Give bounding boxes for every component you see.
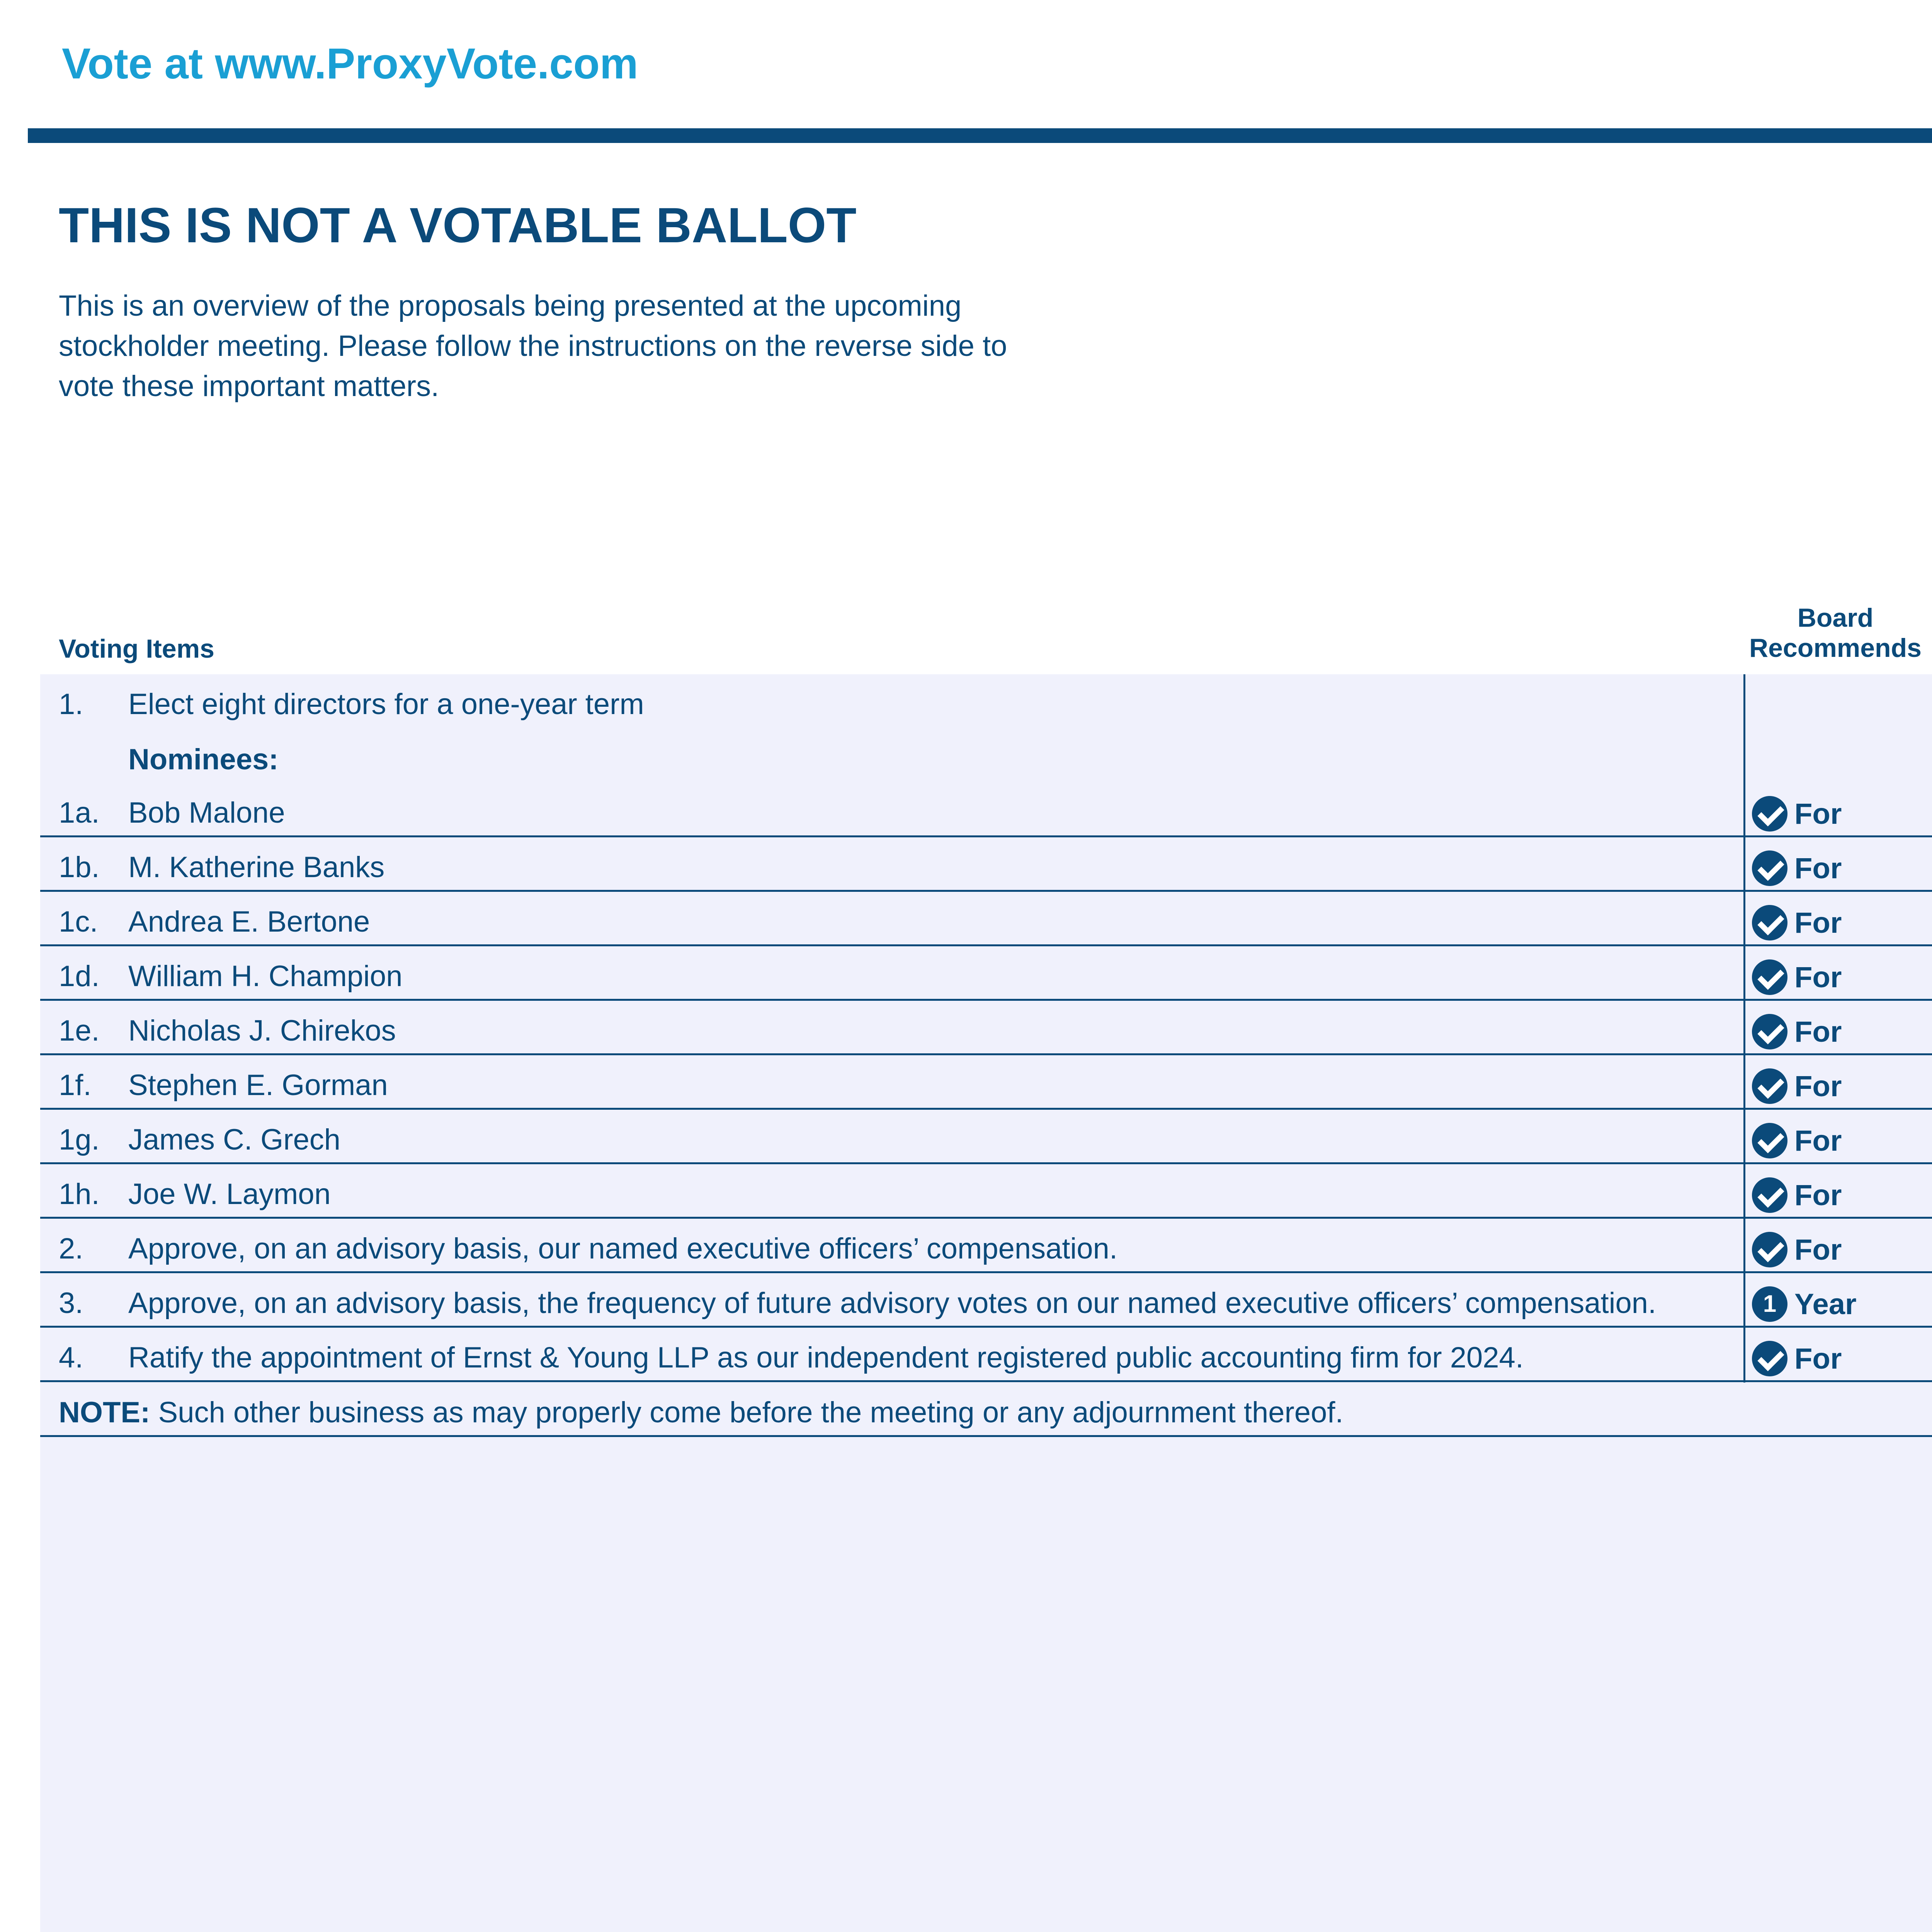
board-recommendation [1752, 905, 1842, 940]
item-number: 3. [59, 1287, 83, 1320]
voting-item-row [40, 892, 1932, 946]
voting-item-row [40, 1219, 1932, 1273]
recommendation-label: For [1794, 1070, 1842, 1103]
board-recommendation [1752, 850, 1842, 886]
check-circle-icon [1752, 1068, 1787, 1104]
check-circle-icon [1752, 1014, 1787, 1049]
check-circle-icon [1752, 959, 1787, 995]
item-description: Joe W. Laymon [128, 1178, 331, 1211]
item-description: James C. Grech [128, 1123, 341, 1156]
board-recommendation [1752, 959, 1842, 995]
item-number: 4. [59, 1341, 83, 1374]
number-one-circle-icon: 1 [1752, 1286, 1787, 1322]
recommendation-label: For [1794, 1233, 1842, 1266]
voting-item-row [40, 1055, 1932, 1110]
voting-item-row [40, 1273, 1932, 1328]
item-number: 1a. [59, 796, 100, 829]
item-description: Elect eight directors for a one-year term [128, 688, 644, 721]
check-circle-icon [1752, 1177, 1787, 1213]
item-description: Nicholas J. Chirekos [128, 1014, 396, 1047]
board-recommendation [1752, 1014, 1842, 1049]
item-description: Andrea E. Bertone [128, 905, 370, 938]
page-title: THIS IS NOT A VOTABLE BALLOT [59, 198, 857, 253]
board-recommends-header [1727, 603, 1932, 663]
recommendation-label: Year [1794, 1287, 1857, 1321]
board-header-line2: Recommends [1749, 633, 1922, 663]
item-description: Stephen E. Gorman [128, 1069, 388, 1102]
check-circle-icon [1752, 1341, 1787, 1376]
item-number: 1f. [59, 1069, 92, 1102]
recommendation-label: For [1794, 1342, 1842, 1375]
board-recommendation [1752, 1232, 1842, 1267]
item-description: William H. Champion [128, 960, 403, 993]
board-header-line1: Board [1797, 603, 1874, 633]
check-circle-icon [1752, 796, 1787, 832]
item-number: 1h. [59, 1178, 100, 1211]
item-number: 1b. [59, 851, 100, 884]
voting-item-row [40, 1328, 1932, 1382]
item-description: Approve, on an advisory basis, our named executive officers’ compensation. [128, 1232, 1118, 1265]
voting-item-row [40, 1001, 1932, 1055]
recommendation-label: For [1794, 961, 1842, 994]
note-row [40, 1383, 1932, 1437]
board-recommendation [1752, 1286, 1857, 1322]
check-circle-icon [1752, 850, 1787, 886]
item-description: M. Katherine Banks [128, 851, 385, 884]
check-circle-icon [1752, 905, 1787, 940]
item-number: 1e. [59, 1014, 100, 1047]
item-number: 1c. [59, 905, 98, 938]
board-recommendation [1752, 1341, 1842, 1376]
item-description: Approve, on an advisory basis, the frequency of future advisory votes on our named executive officers’ compensation. [128, 1287, 1656, 1320]
item-number: 2. [59, 1232, 83, 1265]
recommendation-label: For [1794, 1179, 1842, 1212]
recommendation-label: For [1794, 852, 1842, 885]
recommendation-label: For [1794, 1015, 1842, 1048]
board-recommendation [1752, 1123, 1842, 1158]
header-divider [28, 128, 1932, 143]
item-number: 1d. [59, 960, 100, 993]
nominees-label: Nominees: [128, 743, 279, 776]
recommendation-label: For [1794, 1124, 1842, 1157]
voting-item-row [40, 837, 1932, 892]
voting-item-row [40, 674, 1932, 729]
board-recommendation [1752, 1177, 1842, 1213]
voting-item-row [40, 946, 1932, 1001]
note-body: Such other business as may properly come before the meeting or any adjournment thereof. [150, 1396, 1344, 1429]
item-number: 1g. [59, 1123, 100, 1156]
voting-item-row [40, 783, 1932, 837]
check-circle-icon [1752, 1123, 1787, 1158]
note-label: NOTE: [59, 1396, 150, 1429]
item-description: Bob Malone [128, 796, 285, 829]
proxyvote-link[interactable]: Vote at www.ProxyVote.com [62, 39, 638, 88]
board-recommendation [1752, 1068, 1842, 1104]
intro-paragraph: This is an overview of the proposals being presented at the upcoming stockholder meeting. Please follow the instructions on the reverse side to vote these important matters. [59, 289, 1007, 403]
note-text [59, 1396, 1344, 1429]
check-circle-icon [1752, 1232, 1787, 1267]
voting-item-row [40, 1164, 1932, 1219]
item-description: Ratify the appointment of Ernst & Young LLP as our independent registered public accounting firm for 2024. [128, 1341, 1524, 1374]
board-recommendation [1752, 796, 1842, 832]
recommendation-label: For [1794, 797, 1842, 830]
voting-item-row [40, 1110, 1932, 1164]
recommendation-label: For [1794, 906, 1842, 939]
item-number: 1. [59, 688, 83, 721]
voting-items-header: Voting Items [59, 634, 214, 663]
